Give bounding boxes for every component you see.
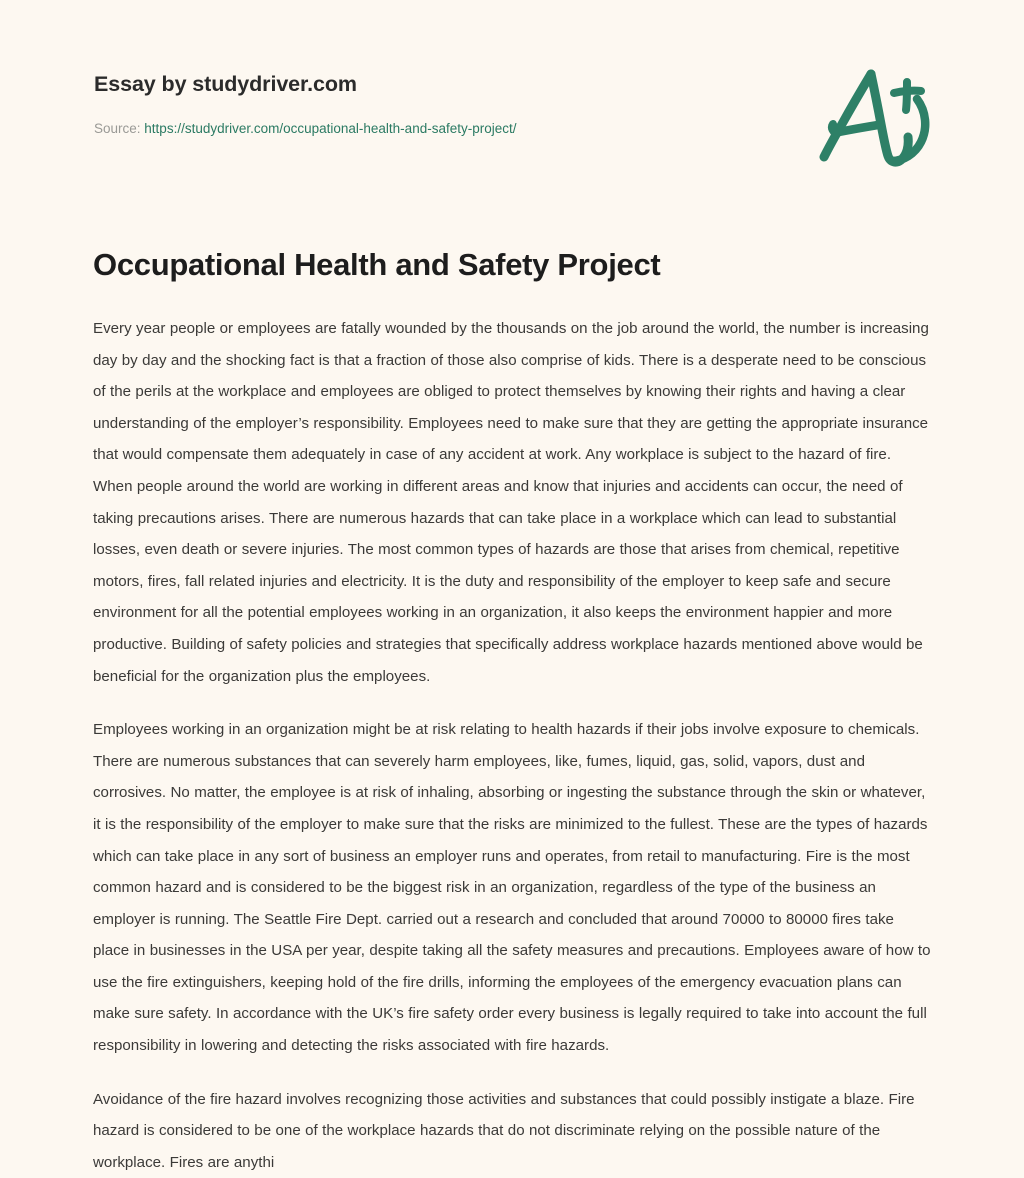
source-label: Source:: [94, 121, 141, 136]
essay-body: [93, 313, 932, 1178]
page-title: Occupational Health and Safety Project: [93, 247, 661, 282]
paragraph: Avoidance of the fire hazard involves recognizing those activities and substances that could possibly instigate a blaze. Fire hazard is considered to be one of the workplace hazards that do not discriminate relying on the possible nature of the workplace. Fires are anythi: [93, 1090, 915, 1171]
studydriver-logo[interactable]: [808, 62, 936, 172]
source-url-link[interactable]: https://studydriver.com/occupational-health-and-safety-project/: [144, 121, 517, 136]
source-line: [94, 122, 516, 136]
page-header: [0, 0, 1024, 200]
paragraph: Employees working in an organization might be at risk relating to health hazards if their jobs involve exposure to chemicals. There are numerous substances that can severely harm employees, like, fumes, liquid, gas, solid, vapors, dust and corrosives. No matter, the employee is at risk of inhaling, absorbing or ingesting the substance through the skin or whatever, it is the responsibility of the employer to make sure that the risks are minimized to the fullest. These are the types of hazards which can take place in any sort of business an employer runs and operates, from retail to manufacturing. Fire is the most common hazard and is considered to be the biggest risk in an organization, regardless of the type of the business an employer is running. The Seattle Fire Dept. carried out a research and concluded that around 70000 to 80000 fires take place in businesses in the USA per year, despite taking all the safety measures and precautions. Employees aware of how to use the fire extinguishers, keeping hold of the fire drills, informing the employees of the emergency evacuation plans can make sure safety. In accordance with the UK’s fire safety order every business is legally required to take into account the full responsibility in lowering and detecting the risks associated with fire hazards.: [93, 721, 931, 1055]
a-plus-logo-icon: [808, 62, 936, 172]
byline: Essay by studydriver.com: [94, 72, 357, 96]
paragraph: Every year people or employees are fatally wounded by the thousands on the job around the world, the number is increasing day by day and the shocking fact is that a fraction of those also comprise of kids. There is a desperate need to be conscious of the perils at the workplace and employees are obliged to protect themselves by knowing their rights and having a clear understanding of the employer’s responsibility. Employees need to make sure that they are getting the appropriate insurance that would compensate them adequately in case of any accident at work. Any workplace is subject to the hazard of fire. When people around the world are working in different areas and know that injuries and accidents can occur, the need of taking precautions arises. There are numerous hazards that can take place in a workplace which can lead to substantial losses, even death or severe injuries. The most common types of hazards are those that arises from chemical, repetitive motors, fires, fall related injuries and electricity. It is the duty and responsibility of the employer to keep safe and secure environment for all the potential employees working in an organization, it also keeps the environment happier and more productive. Building of safety policies and strategies that specifically address workplace hazards mentioned above would be beneficial for the organization plus the employees.: [93, 320, 929, 685]
